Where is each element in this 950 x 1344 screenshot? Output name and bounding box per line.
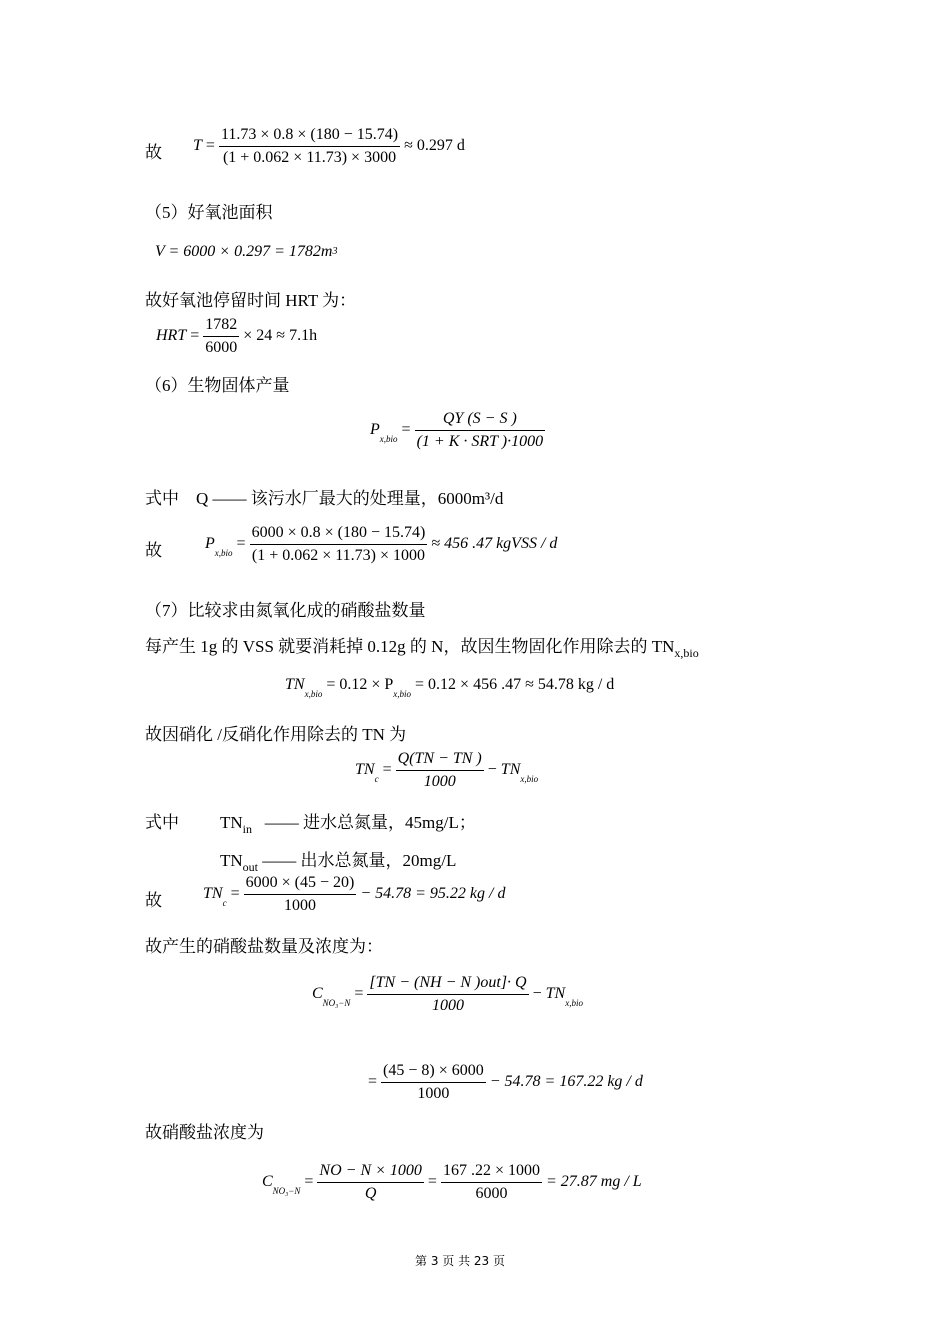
hrt-intro: 故好氧池停留时间 HRT 为： [145,291,357,310]
section-7-heading: （7）比较求由氮氧化成的硝酸盐数量 [145,601,426,620]
volume-equation: V = 6000 × 0.297 = 1782m3 [155,243,338,260]
gu-label-3: 故 [145,891,162,910]
concentration-intro: 故硝酸盐浓度为 [145,1123,264,1142]
concentration-equation: $C_{NO_3-N}$ = $\frac{NO - N \times 1000}{Q}$ = $\frac{167 .22 \times 1000}{6000}$ = 27.87 mg / L [262,1162,642,1202]
pxbio-equation: $P_{x,bio}$ = $\frac{6000 \times 0.8 \times (180 - 15.74)}{(1 + 0.062 \times 11.73) \times 1000}$ ≈ 456 .47 kgVSS / d [205,524,558,564]
tnc-formula: $TN_c$ = $\frac{Q(TN - TN )}{1000}$ − $TN_{x,bio}$ [355,750,539,790]
nitrate-intro: 故产生的硝酸盐数量及浓度为： [145,937,383,956]
nitrification-intro: 故因硝化 /反硝化作用除去的 TN 为 [145,725,407,744]
t-equation: T = $\frac{11.73 \times 0.8 \times (180 - 15.74)}{(1 + 0.062 \times 11.73) \times 3000}$ ≈ 0.297 d [193,126,465,166]
pxbio-formula: $P_{x,bio}$ = $\frac{QY (S - S )}{\text{(1 + K · SRT )·1000}}$ [370,410,544,450]
tn-in-line: $TN_{in}$ —— 进水总氮量，45mg/L； [220,813,476,836]
gu-label-2: 故 [145,541,162,560]
where-tn-label: 式中 [145,813,179,832]
section-6-heading: （6）生物固体产量 [145,376,290,395]
c-formula: $C_{NO_3-N}$ = $\frac{\text{[TN − (NH − N )out]· Q}}{1000}$ − $TN_{x,bio}$ [312,974,583,1014]
tnc-equation: $TN_c$ = $\frac{6000 \times (45 - 20)}{1000}$ − 54.78 = 95.22 kg / d [203,874,506,914]
c-equation: = $\frac{(45 - 8) \times 6000}{1000}$ − 54.78 = 167.22 kg / d [368,1062,643,1102]
gu-label-1: 故 [145,143,162,162]
where-q: 式中 Q —— 该污水厂最大的处理量，6000m³/d [145,489,504,508]
tnx-equation: $TN_{x,bio} = 0.12 \times P_{x,bio} = 0.12 \times 456$ .47 ≈ 54.78 kg / d [285,676,615,699]
section-5-heading: （5）好氧池面积 [145,203,273,222]
hrt-equation: HRT = $\frac{1782}{6000}$ × 24 ≈ 7.1h [156,316,318,356]
page-footer: 第 3 页 共 23 页 [415,1254,505,1268]
vss-line: 每产生 1g 的 VSS 就要消耗掉 0.12g 的 N，故因生物固化作用除去的 $TN_{x,bio}$ [145,637,699,660]
tn-out-line: $TN_{out}$ —— 出水总氮量，20mg/L [220,851,457,874]
